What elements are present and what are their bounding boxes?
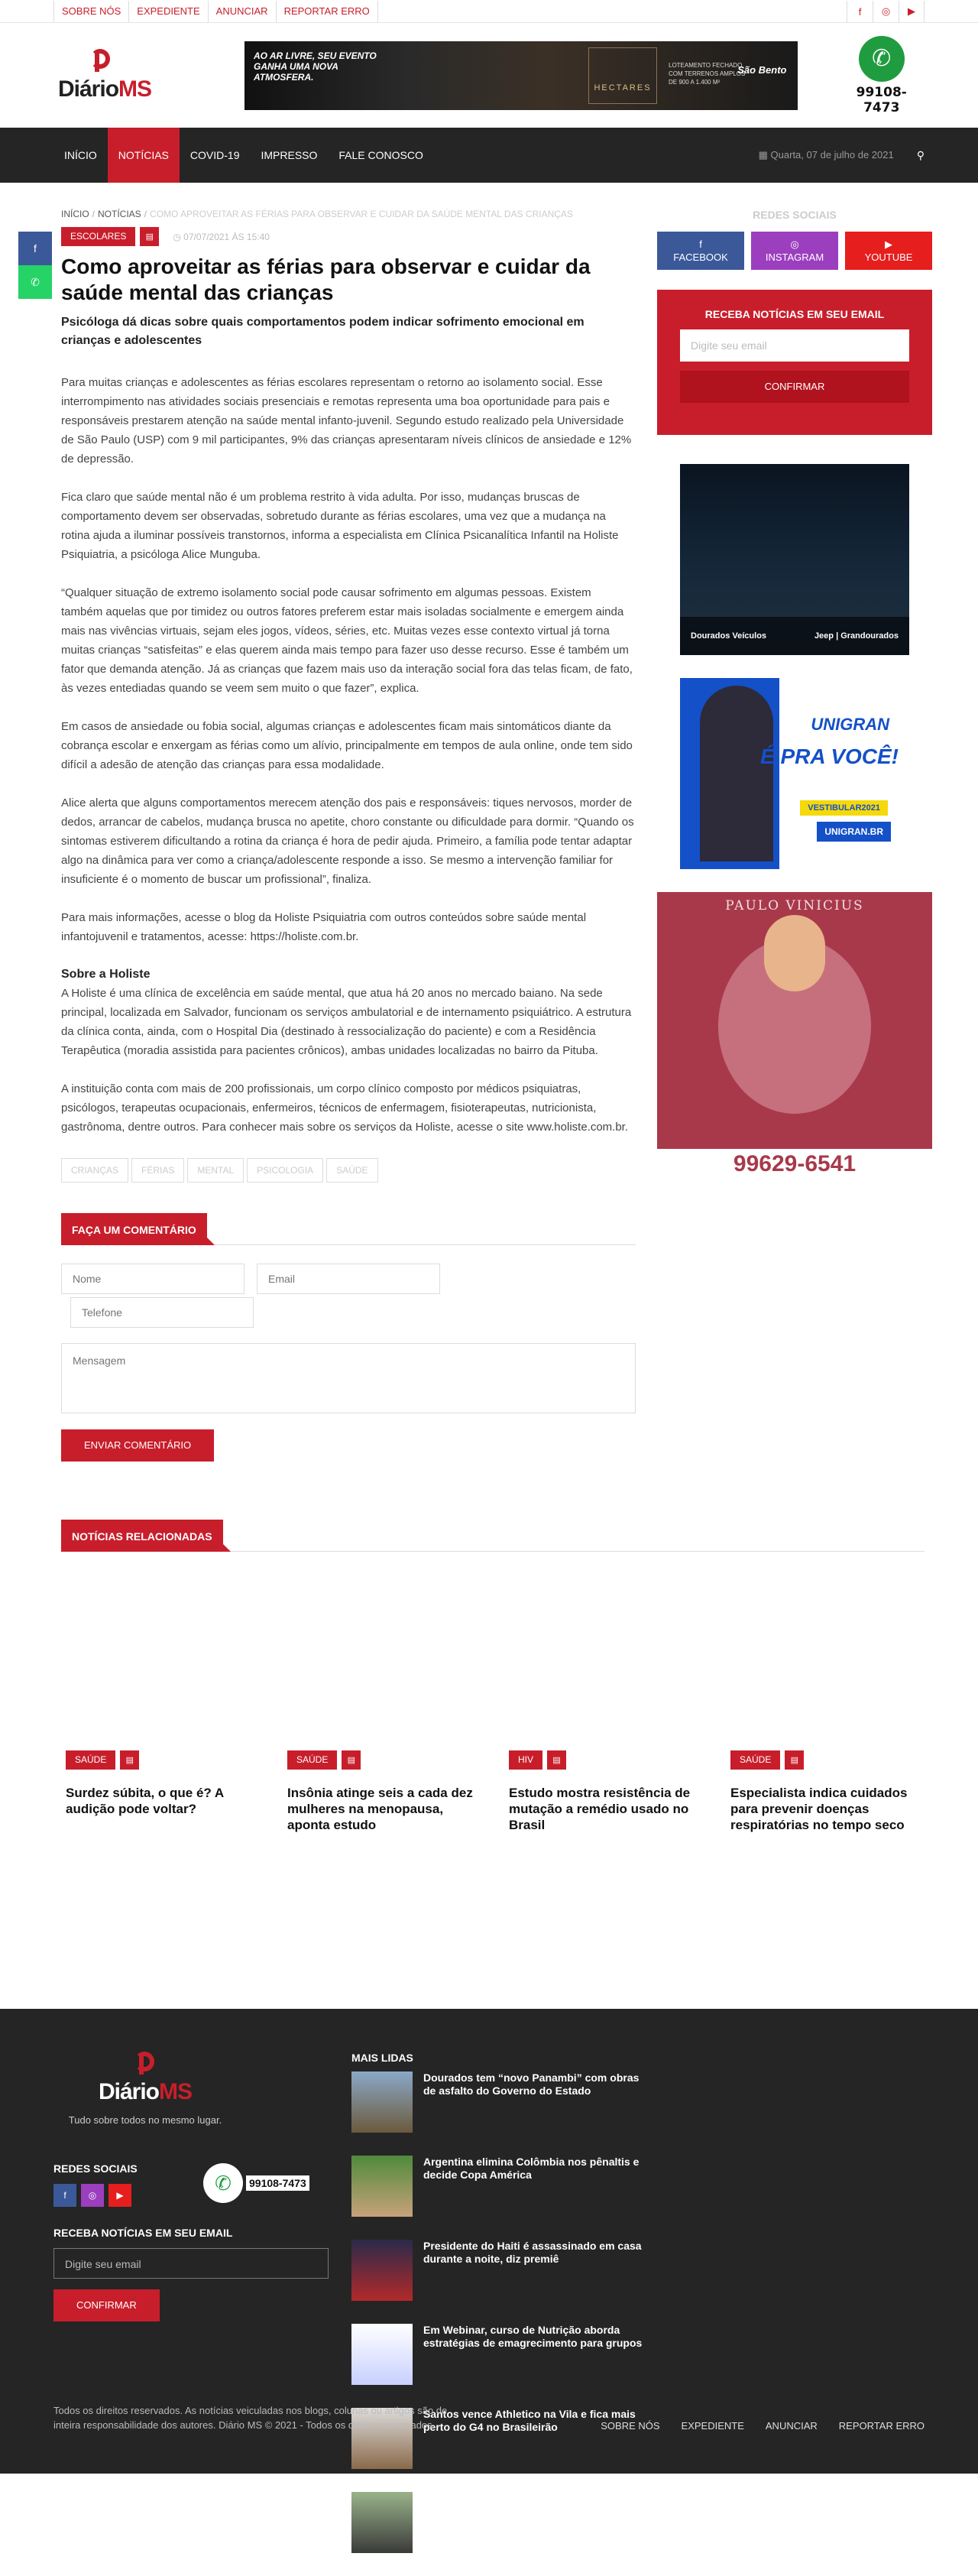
footer-social-title: REDES SOCIAIS	[53, 2162, 138, 2175]
newsletter-email-input[interactable]: Digite seu email	[680, 329, 909, 362]
article-paragraph: Para mais informações, acesse o blog da Holiste Psiquiatria com outros conteúdos sobre saúde mental infantojuvenil e tratamentos, acesse: https://holiste.com.br.	[61, 911, 587, 943]
footer-link-anunciar[interactable]: ANUNCIAR	[765, 2420, 818, 2432]
most-read-item[interactable]: Santos vence Athletico na Vila e fica mais perto do G4 no Brasileirão	[351, 2408, 649, 2472]
newsletter-title: RECEBA NOTÍCIAS EM SEU EMAIL	[704, 308, 885, 320]
sidebar-social	[657, 232, 932, 270]
top-link-anunciar[interactable]: ANUNCIAR	[209, 1, 277, 22]
header	[0, 23, 978, 128]
footer-whatsapp-number: 99108-7473	[246, 2175, 309, 2191]
article-title: Como aproveitar as férias para observar e cuidar da saúde mental das crianças	[61, 255, 591, 304]
tag-chip[interactable]: FÉRIAS	[131, 1158, 184, 1183]
footer-tagline: Tudo sobre todos no mesmo lugar.	[68, 2114, 222, 2126]
email-field[interactable]	[257, 1264, 440, 1294]
most-read-thumbnail	[351, 2492, 413, 2553]
footer-bottom	[53, 2403, 925, 2432]
most-read-item[interactable]: Presidente do Haiti é assassinado em casa durante a noite, diz premiê	[351, 2240, 649, 2304]
comment-section-heading: FAÇA UM COMENTÁRIO	[61, 1213, 636, 1245]
most-read-item[interactable]: Em Webinar, curso de Nutrição aborda estratégias de emagrecimento para grupos	[351, 2324, 649, 2388]
facebook-icon: f	[699, 238, 702, 250]
instagram-icon[interactable]: ◎	[81, 2184, 104, 2207]
youtube-button[interactable]: ▶ YOUTUBE	[845, 232, 932, 270]
youtube-icon[interactable]: ▶	[108, 2184, 131, 2207]
article-section-heading: Sobre a Holiste	[61, 968, 151, 981]
footer-link-expediente[interactable]: EXPEDIENTE	[681, 2420, 744, 2432]
article-date: ◷ 07/07/2021 ÀS 15:40	[173, 231, 270, 242]
sidebar-newsletter	[657, 290, 932, 435]
ad-paulo-phone: 99629-6541	[657, 1149, 932, 1179]
most-read-item[interactable]: Dourados tem “novo Panambi” com obras de asfalto do Governo do Estado	[351, 2072, 649, 2136]
ad-unigran-brand: UNIGRAN	[811, 715, 889, 734]
related-title[interactable]: Insônia atinge seis a cada dez mulheres na menopausa, aponta estudo	[287, 1786, 473, 1832]
breadcrumb-home[interactable]: INÍCIO	[61, 209, 89, 219]
sidebar-social-title: REDES SOCIAIS	[753, 209, 837, 221]
ad-jeep[interactable]	[680, 464, 909, 655]
footer-link-sobre[interactable]: SOBRE NÓS	[601, 2420, 660, 2432]
related-tag[interactable]: SAÚDE	[287, 1750, 337, 1770]
ad-unigran[interactable]	[680, 678, 909, 869]
nav-fale-conosco[interactable]: FALE CONOSCO	[338, 149, 423, 161]
footer-whatsapp[interactable]	[203, 2163, 309, 2203]
most-read-thumbnail	[351, 2324, 413, 2385]
article-subtitle: Psicóloga dá dicas sobre quais comportamentos podem indicar sofrimento emocional em crianças e adolescentes	[61, 316, 585, 347]
tag-chip[interactable]: MENTAL	[187, 1158, 244, 1183]
banner-partner: São Bento	[737, 63, 787, 76]
related-heading: NOTÍCIAS RELACIONADAS	[61, 1520, 925, 1552]
article-tags	[61, 1158, 636, 1183]
banner-brand: HECTARES	[588, 47, 657, 104]
calendar-icon: ▦	[758, 149, 771, 161]
related-title[interactable]: Estudo mostra resistência de mutação a remédio usado no Brasil	[509, 1786, 691, 1832]
article-content	[61, 209, 636, 1462]
most-read-item[interactable]: Viúva de Chico Anysio segue internada em estado grave, mas estável	[351, 2492, 649, 2556]
nav-impresso[interactable]: IMPRESSO	[261, 149, 318, 161]
article-paragraph: A Holiste é uma clínica de excelência em saúde mental, que atua há 20 anos no mercado baiano. Na sede principal, localizada em Salvador, funcionam os serviços ambulatorial e de internamento psiquiátrico. A estrutura da clínica conta, ainda, com o Hospital Dia (destinado à ressocialização do paciente) e com a Residência Terapêutica (moradia assistida para pacientes crônicos), ambas unidades localizadas no bairro da Pituba.	[61, 987, 632, 1057]
related-title[interactable]: Surdez súbita, o que é? A audição pode voltar?	[66, 1786, 224, 1816]
ad-paulo-vinicius[interactable]	[657, 892, 932, 1179]
ad-person-image	[700, 686, 773, 861]
search-icon[interactable]: ⚲	[916, 148, 925, 161]
banner-offer: LOTEAMENTO FECHADO COM TERRENOS AMPLOS DE 900 A 1.400 M²	[669, 61, 746, 86]
sidebar	[657, 209, 932, 1462]
header-whatsapp[interactable]	[839, 36, 925, 115]
ad-unigran-cta: UNIGRAN.BR	[817, 822, 891, 842]
footer-left	[53, 2052, 329, 2321]
related-title[interactable]: Especialista indica cuidados para prevenir doenças respiratórias no tempo seco	[730, 1786, 908, 1832]
logo-suffix: MS	[118, 76, 152, 102]
nav-inicio[interactable]: INÍCIO	[64, 149, 97, 161]
related-tag[interactable]: SAÚDE	[66, 1750, 115, 1770]
related-card[interactable]	[718, 1750, 925, 1833]
logo-mark-icon	[131, 2052, 159, 2078]
article-paragraph: Em casos de ansiedade ou fobia social, algumas crianças e adolescentes ficam mais sintomáticos diante da cobrança escolar e enxergam as férias como um alívio, principalmente em tempos de aula online, onde tem sido difícil a adesão de atenção das crianças para essa modalidade.	[61, 720, 633, 771]
message-field[interactable]	[61, 1343, 636, 1413]
facebook-button[interactable]: f FACEBOOK	[657, 232, 744, 270]
instagram-button[interactable]: ◎ INSTAGRAM	[751, 232, 838, 270]
ad-unigran-exam: VESTIBULAR2021	[800, 800, 888, 816]
top-link-expediente[interactable]: EXPEDIENTE	[129, 1, 208, 22]
most-read-thumbnail	[351, 2156, 413, 2217]
most-read-thumbnail	[351, 2072, 413, 2133]
name-field[interactable]	[61, 1264, 244, 1294]
footer	[0, 2009, 978, 2517]
submit-comment-button[interactable]: ENVIAR COMENTÁRIO	[61, 1429, 214, 1462]
footer-links	[579, 2403, 925, 2432]
top-link-sobre[interactable]: SOBRE NÓS	[53, 1, 129, 22]
top-social	[847, 1, 925, 23]
most-read-item[interactable]: Argentina elimina Colômbia nos pênaltis e decide Copa América	[351, 2156, 649, 2220]
top-links	[53, 1, 378, 22]
comment-form	[61, 1264, 636, 1462]
related-news	[53, 1520, 925, 1833]
article-meta	[61, 227, 636, 246]
breadcrumb: INÍCIO / NOTÍCIAS / COMO APROVEITAR AS FÉRIAS PARA OBSERVAR E CUIDAR DA SAÚDE MENTAL DAS CRIANÇAS	[61, 209, 573, 219]
most-read-title: MAIS LIDAS	[351, 2052, 413, 2064]
youtube-icon[interactable]: ▶	[899, 1, 925, 23]
related-card[interactable]	[53, 1750, 260, 1833]
document-icon: ▤	[140, 227, 159, 246]
share-facebook-icon[interactable]: f	[18, 232, 52, 265]
article-paragraph: A instituição conta com mais de 200 profissionais, um corpo clínico composto por médicos psiquiatras, psicólogos, terapeutas ocupacionais, enfermeiros, técnicos de enfermagem, fisioterapeutas, nutricionista, gastrônoma, dentre outros. Para conhecer mais sobre os serviços da Holiste, acesse o site www.holiste.com.br.	[61, 1082, 629, 1134]
youtube-icon: ▶	[885, 238, 892, 250]
footer-email-input[interactable]: Digite seu email	[53, 2248, 329, 2279]
tag-chip[interactable]: SAÚDE	[326, 1158, 377, 1183]
instagram-icon: ◎	[790, 238, 799, 250]
most-read-grid	[351, 2072, 932, 2576]
banner-headline: AO AR LIVRE, SEU EVENTO GANHA UMA NOVA ATMOSFERA.	[254, 50, 377, 83]
tag-chip[interactable]: CRIANÇAS	[61, 1158, 128, 1183]
footer-newsletter-title: RECEBA NOTÍCIAS EM SEU EMAIL	[53, 2227, 233, 2239]
document-icon: ▤	[120, 1750, 139, 1770]
logo-mark-icon	[87, 49, 115, 75]
phone-field[interactable]	[70, 1297, 254, 1328]
nav-date	[759, 149, 894, 161]
newsletter-confirm-button[interactable]: CONFIRMAR	[680, 371, 909, 403]
nav-links	[53, 128, 434, 183]
nav-noticias[interactable]: NOTÍCIAS	[108, 128, 180, 183]
ad-paulo-name: PAULO VINICIUS	[725, 898, 864, 913]
tag-chip[interactable]: PSICOLOGIA	[247, 1158, 323, 1183]
ad-jeep-right: Jeep | Grandourados	[814, 631, 899, 641]
header-banner-ad[interactable]	[244, 41, 798, 110]
whatsapp-icon: ✆	[203, 2163, 243, 2203]
main-area	[53, 183, 925, 1462]
whatsapp-icon: ✆	[859, 36, 905, 82]
document-icon: ▤	[342, 1750, 361, 1770]
ad-jeep-left: Dourados Veículos	[691, 631, 767, 641]
facebook-icon[interactable]: f	[53, 2184, 76, 2207]
logo-prefix: Diário	[58, 76, 119, 102]
category-badge[interactable]: ESCOLARES	[61, 227, 135, 246]
instagram-icon[interactable]: ◎	[873, 1, 899, 23]
related-tag[interactable]: HIV	[509, 1750, 542, 1770]
facebook-icon[interactable]: f	[847, 1, 873, 23]
copyright: Todos os direitos reservados. As notícias veiculadas nos blogs, colunas ou artigos são de inteira responsabilidade dos autores. Diário MS © 2021 - Todos os direitos reservados.	[53, 2405, 448, 2431]
whatsapp-number: 99108-7473	[856, 84, 907, 115]
share-whatsapp-icon[interactable]: ✆	[18, 265, 52, 299]
footer-newsletter	[53, 2227, 329, 2321]
top-bar	[0, 0, 978, 23]
related-grid	[53, 1570, 925, 1833]
document-icon: ▤	[785, 1750, 804, 1770]
footer-link-reportar[interactable]: REPORTAR ERRO	[838, 2420, 925, 2432]
main-nav	[0, 128, 978, 183]
footer-logo[interactable]: DiárioMS Tudo sobre todos no mesmo lugar.	[53, 2052, 237, 2126]
nav-date-text: Quarta, 07 de julho de 2021	[770, 149, 894, 161]
related-card[interactable]	[275, 1750, 481, 1833]
related-tag[interactable]: SAÚDE	[730, 1750, 780, 1770]
nav-covid[interactable]: COVID-19	[189, 149, 240, 161]
floating-share	[18, 232, 52, 299]
breadcrumb-current: COMO APROVEITAR AS FÉRIAS PARA OBSERVAR E CUIDAR DA SAÚDE MENTAL DAS CRIANÇAS	[150, 209, 573, 219]
related-card[interactable]	[497, 1750, 703, 1833]
article-paragraph: “Qualquer situação de extremo isolamento social pode causar sofrimento em algumas pessoas. Existem também aquelas que por timidez ou outros fatores preferem estar mais isoladas socialmente e emergem ainda mais nas vivências virtuais, sejam eles jogos, vídeos, séries, etc. Muitas vezes esse contexto virtual já torna muitas crianças “satisfeitas” e elas querem ainda mais tempo para fazer uso desse recurso. Esse é também um fator que demanda atenção. Já as crianças que fazem mais uso da interação social fora das telas ficam, de fato, às vezes entediadas quando se veem sem muito o que fazer”, explica.	[61, 586, 633, 695]
footer-most-read	[351, 2052, 932, 2576]
document-icon: ▤	[547, 1750, 566, 1770]
article-paragraph: Alice alerta que alguns comportamentos merecem atenção dos pais e responsáveis: tiques nervosos, morder de dedos, arrancar de cabelos, mudança brusca no apetite, choro constante ou dificuldade para dormir. “Quando os sintomas estiverem dificultando a rotina da criança é hora de pedir ajuda. Primeiro, a família pode tentar adaptar algo na dinâmica para ver como a criança/adolescente responde a isso. Se mesmo a intervenção familiar for insuficiente é o momento de buscar um profissional”, finaliza.	[61, 796, 634, 886]
top-link-reportar[interactable]: REPORTAR ERRO	[277, 1, 378, 22]
most-read-thumbnail	[351, 2240, 413, 2301]
breadcrumb-section[interactable]: NOTÍCIAS	[98, 209, 141, 219]
article-paragraph: Fica claro que saúde mental não é um problema restrito à vida adulta. Por isso, mudanças bruscas de comportamento devem ser observadas, sobretudo durante as férias escolares, uma vez que a mudança na rotina ajuda a iluminar possíveis transtornos, informa a especialista em Clínica Psicanalítica Infantil na Holiste Psiquiatria, a psicóloga Alice Munguba.	[61, 491, 619, 561]
ad-portrait-image	[764, 915, 825, 991]
site-logo[interactable]	[58, 49, 152, 102]
ad-unigran-slogan: É PRA VOCÊ!	[760, 745, 899, 768]
article-paragraph: Para muitas crianças e adolescentes as férias escolares representam o retorno ao isolamento social. Esse interrompimento nas atividades sociais presenciais e remotas representa uma boa oportunidade para pais e responsáveis prestarem atenção na saúde mental infanto-juvenil. Segundo estudo realizado pela Universidade de São Paulo (USP) com 9 mil participantes, 9% das crianças apresentaram níveis clínicos de ansiedade e 12% de depressão.	[61, 376, 632, 466]
footer-confirm-button[interactable]: CONFIRMAR	[53, 2289, 160, 2321]
